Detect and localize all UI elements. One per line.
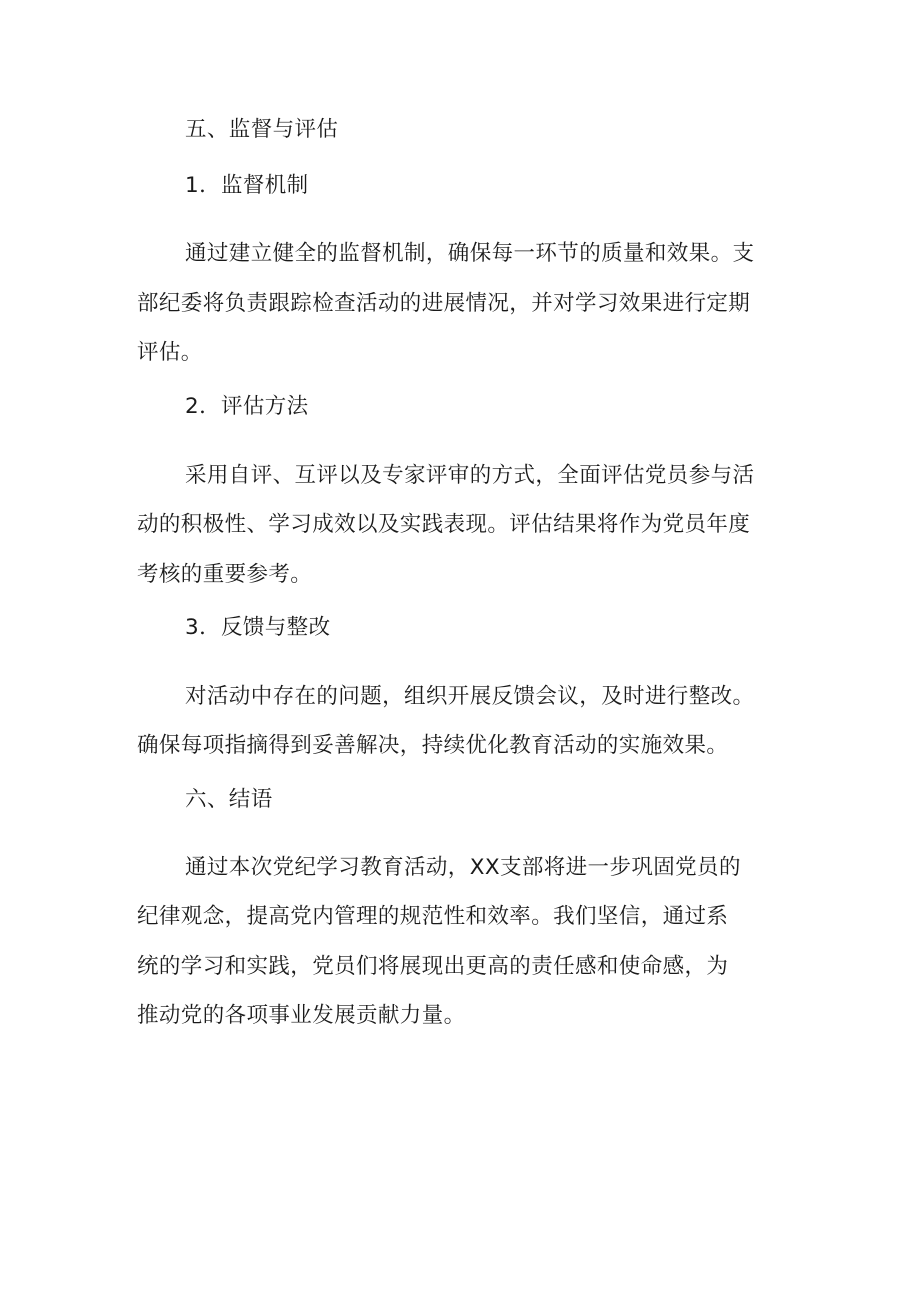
paragraph-2-line-2: 动的积极性、学习成效以及实践表现。评估结果将作为党员年度	[137, 512, 751, 537]
paragraph-1-line-3: 评估。	[137, 340, 203, 365]
paragraph-4-line-2: 纪律观念，提高党内管理的规范性和效率。我们坚信，通过系	[137, 904, 729, 929]
subsection-title-1: 1．监督机制	[185, 173, 309, 198]
paragraph-1-line-2: 部纪委将负责跟踪检查活动的进展情况，并对学习效果进行定期	[137, 291, 751, 316]
paragraph-2-line-3: 考核的重要参考。	[137, 562, 313, 587]
paragraph-3-line-2: 确保每项指摘得到妥善解决，持续优化教育活动的实施效果。	[137, 733, 729, 758]
paragraph-4-line-1: 通过本次党纪学习教育活动，XX支部将进一步巩固党员的	[185, 855, 741, 880]
paragraph-2-line-1: 采用自评、互评以及专家评审的方式，全面评估党员参与活	[185, 463, 755, 488]
section-heading-5: 五、监督与评估	[185, 117, 339, 142]
subsection-title-3: 3．反馈与整改	[185, 615, 331, 640]
subsection-title-2: 2．评估方法	[185, 394, 309, 419]
paragraph-1-line-1: 通过建立健全的监督机制，确保每一环节的质量和效果。支	[185, 241, 755, 266]
paragraph-4-line-4: 推动党的各项事业发展贡献力量。	[137, 1003, 466, 1028]
paragraph-4-line-3: 统的学习和实践，党员们将展现出更高的责任感和使命感，为	[137, 954, 729, 979]
section-heading-6: 六、结语	[185, 787, 273, 812]
paragraph-3-line-1: 对活动中存在的问题，组织开展反馈会议，及时进行整改。	[185, 684, 755, 709]
